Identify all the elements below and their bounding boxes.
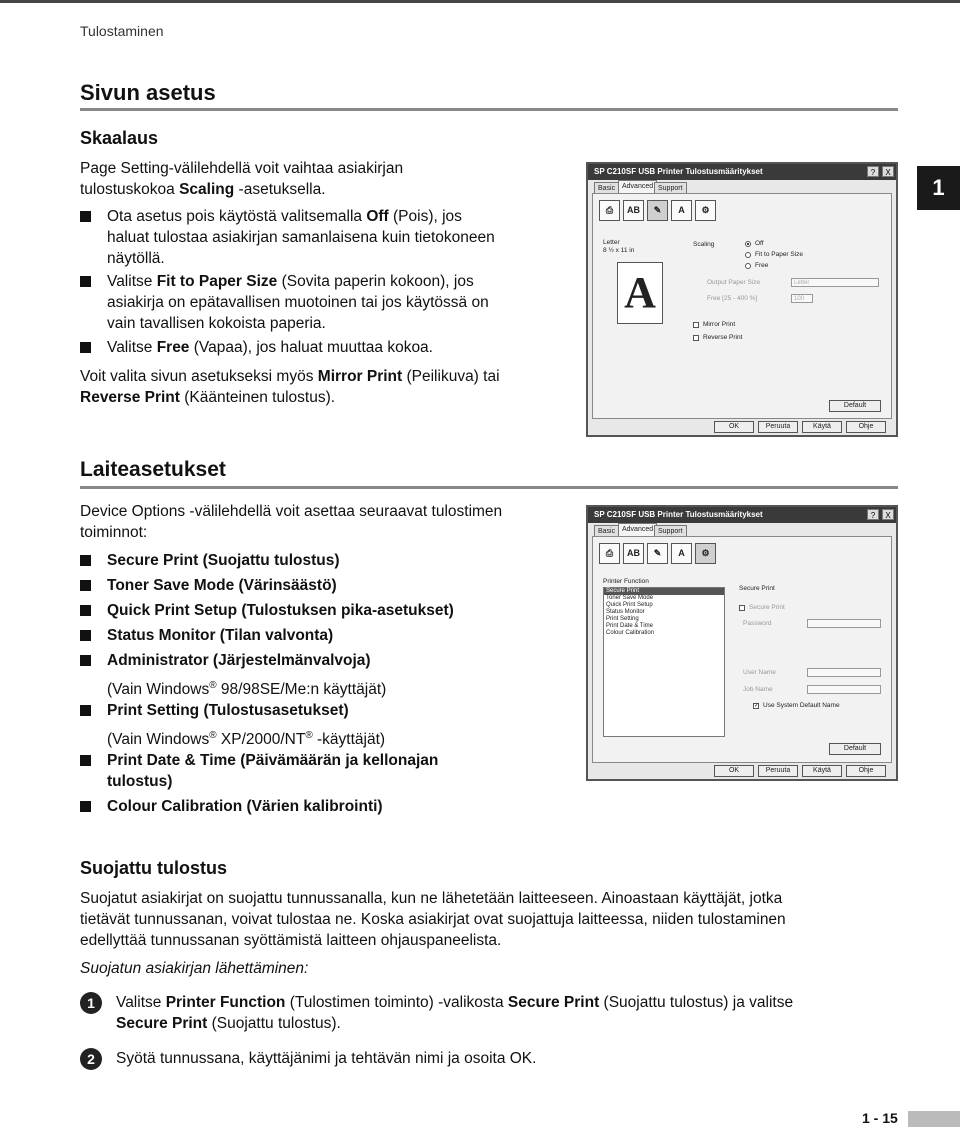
fit-to-paper-label: Fit to Paper Size xyxy=(755,251,804,258)
list-item[interactable]: Secure Print xyxy=(604,588,724,595)
ok-button[interactable]: OK xyxy=(714,421,754,433)
mirror-print-label: Mirror Print xyxy=(703,321,736,328)
device-options-icon[interactable]: ⚙ xyxy=(695,543,716,564)
advanced-panel xyxy=(592,536,892,763)
print-setting-note: (Vain Windows® XP/2000/NT® -käyttäjät) xyxy=(107,730,386,749)
page-number: 1 - 15 xyxy=(862,1110,898,1126)
page-setting-icon[interactable]: ✎ xyxy=(647,200,668,221)
mirror-print-checkbox[interactable] xyxy=(693,322,699,328)
reverse-print-label: Reverse Print xyxy=(703,334,743,341)
job-name-field[interactable] xyxy=(807,685,881,694)
use-default-name-checkbox[interactable]: ✓ xyxy=(754,703,760,709)
output-paper-select[interactable]: Letter xyxy=(791,278,879,287)
tab-basic[interactable]: Basic xyxy=(594,182,619,193)
bullet-square-icon xyxy=(80,555,91,566)
administrator-note: (Vain Windows® 98/98SE/Me:n käyttäjät) xyxy=(107,680,387,699)
list-item[interactable]: Print Setting xyxy=(606,616,639,622)
apply-button[interactable]: Käytä xyxy=(802,421,842,433)
item-toner-save: Toner Save Mode (Värinsäästö) xyxy=(80,575,337,596)
list-item[interactable]: Print Date & Time xyxy=(606,623,654,629)
secure-print-checkbox-label: Secure Print xyxy=(749,604,785,611)
preview-glyph: A xyxy=(624,268,656,317)
procedure-heading: Suojatun asiakirjan lähettäminen: xyxy=(80,960,309,977)
top-rule xyxy=(0,0,960,3)
password-label: Password xyxy=(743,620,772,627)
dialog-titlebar: SP C210SF USB Printer Tulostusmääritykset xyxy=(588,507,896,523)
device-options-intro: Device Options -välilehdellä voit asettaa seuraavat tulostimen toiminnot: xyxy=(80,503,503,541)
dialog-titlebar: SP C210SF USB Printer Tulostusmääritykset xyxy=(588,164,896,180)
bullet-square-icon xyxy=(80,655,91,666)
font-icon[interactable]: AB xyxy=(623,200,644,221)
user-name-label: User Name xyxy=(743,669,776,676)
user-name-field[interactable] xyxy=(807,668,881,677)
section-title-sivun-asetus: Sivun asetus xyxy=(80,80,216,105)
bullet-square-icon xyxy=(80,211,91,222)
printer-function-list[interactable] xyxy=(603,587,725,737)
close-icon[interactable]: X xyxy=(882,166,894,177)
font-icon[interactable]: AB xyxy=(623,543,644,564)
subsection-title-skaalaus: Skaalaus xyxy=(80,128,159,148)
watermark-icon[interactable]: A xyxy=(671,200,692,221)
bullet-fit-to-paper: Valitse Fit to Paper Size (Sovita paperin kokoon), jos asiakirja on epätavallisen muotoinen tai jos käytössä on vain tavallisen kokoista paperia. xyxy=(80,271,489,334)
advanced-panel xyxy=(592,193,892,419)
item-colour-calibration: Colour Calibration (Värien kalibrointi) xyxy=(80,796,383,817)
tab-support[interactable]: Support xyxy=(654,182,687,193)
running-header: Tulostaminen xyxy=(80,23,164,39)
free-percent-label: Free [25 - 400 %] xyxy=(707,295,758,302)
list-item[interactable]: Colour Calibration xyxy=(606,630,655,636)
secure-print-paragraph: Suojatut asiakirjat on suojattu tunnussanalla, kun ne lähetetään laitteeseen. Ainoastaan käyttäjät, jotka tietävät tunnussanan, voivat tulostaa ne. Koska asiakirjat ovat suojattuja laitteessa, niiden tulostaminen edellyttää tunnussanan syöttämistä laitteen ohjauspaneelista. xyxy=(80,890,786,949)
tab-advanced[interactable]: Advanced xyxy=(618,180,657,193)
paper-size-label: Letter xyxy=(603,239,620,246)
scaling-label: Scaling xyxy=(693,241,715,248)
tab-advanced[interactable]: Advanced xyxy=(618,523,657,536)
bullet-square-icon xyxy=(80,705,91,716)
item-quick-print: Quick Print Setup (Tulostuksen pika-asetukset) xyxy=(80,600,454,621)
bullet-off: Ota asetus pois käytöstä valitsemalla Off (Pois), jos haluat tulostaa asiakirjan samanlaisena kuin tietokoneen näytöllä. xyxy=(80,206,495,269)
scaling-off-radio[interactable] xyxy=(745,241,751,247)
tab-support[interactable]: Support xyxy=(654,525,687,536)
list-item[interactable]: Quick Print Setup xyxy=(606,602,653,608)
cancel-button[interactable]: Peruuta xyxy=(758,765,798,777)
step-1-text: Valitse Printer Function (Tulostimen toiminto) -valikosta Secure Print (Suojattu tulostus) ja valitse Secure Print (Suojattu tulostus). xyxy=(116,994,794,1032)
free-radio[interactable] xyxy=(745,263,751,269)
list-item[interactable]: Status Monitor xyxy=(606,609,645,615)
default-button[interactable]: Default xyxy=(829,400,881,412)
paper-preview xyxy=(617,262,663,324)
ok-button[interactable]: OK xyxy=(714,765,754,777)
subsection-title-suojattu-tulostus: Suojattu tulostus xyxy=(80,858,227,878)
job-name-label: Job Name xyxy=(743,686,773,693)
help-button[interactable]: Ohje xyxy=(846,765,886,777)
free-percent-input[interactable]: 100 xyxy=(791,294,813,303)
secure-print-heading: Secure Print xyxy=(739,585,775,592)
printer-function-label: Printer Function xyxy=(603,578,649,585)
mirror-reverse-paragraph: Voit valita sivun asetukseksi myös Mirror Print (Peilikuva) tai Reverse Print (Käänteinen tulostus). xyxy=(80,368,500,406)
intro-paragraph: Page Setting-välilehdellä voit vaihtaa asiakirjan tulostuskokoa Scaling -asetuksella. xyxy=(80,160,404,198)
chapter-tab: 1 xyxy=(917,166,960,210)
secure-print-checkbox[interactable] xyxy=(739,605,745,611)
bullet-square-icon xyxy=(80,630,91,641)
bullet-square-icon xyxy=(80,342,91,353)
step-number-2: 2 xyxy=(80,1048,102,1070)
help-button[interactable]: Ohje xyxy=(846,421,886,433)
bullet-square-icon xyxy=(80,755,91,766)
apply-button[interactable]: Käytä xyxy=(802,765,842,777)
default-button[interactable]: Default xyxy=(829,743,881,755)
item-secure-print: Secure Print (Suojattu tulostus) xyxy=(80,550,340,571)
section-rule xyxy=(80,486,898,489)
page-setting-icon[interactable]: ✎ xyxy=(647,543,668,564)
page-footer-bar xyxy=(908,1111,960,1127)
bullet-square-icon xyxy=(80,605,91,616)
list-item[interactable]: Toner Save Mode xyxy=(606,595,654,601)
device-options-dialog-screenshot xyxy=(586,505,898,781)
close-icon[interactable]: X xyxy=(882,509,894,520)
section-rule xyxy=(80,108,898,111)
free-label: Free xyxy=(755,262,769,269)
section-title-laiteasetukset: Laiteasetukset xyxy=(80,458,226,481)
output-paper-label: Output Paper Size xyxy=(707,279,761,286)
step-number-1: 1 xyxy=(80,992,102,1014)
bullet-square-icon xyxy=(80,801,91,812)
bullet-square-icon xyxy=(80,580,91,591)
item-status-monitor: Status Monitor (Tilan valvonta) xyxy=(80,625,333,646)
printer-icon[interactable]: ⎙ xyxy=(599,543,620,564)
scaling-off-label: Off xyxy=(755,240,764,247)
printer-icon[interactable]: ⎙ xyxy=(599,200,620,221)
help-title-button[interactable]: ? xyxy=(867,509,879,520)
watermark-icon[interactable]: A xyxy=(671,543,692,564)
use-default-name-label: Use System Default Name xyxy=(763,702,840,709)
item-administrator: Administrator (Järjestelmänvalvoja) xyxy=(80,650,371,671)
scaling-dialog-screenshot xyxy=(586,162,898,437)
device-options-icon[interactable]: ⚙ xyxy=(695,200,716,221)
cancel-button[interactable]: Peruuta xyxy=(758,421,798,433)
bullet-square-icon xyxy=(80,276,91,287)
item-print-setting: Print Setting (Tulostusasetukset) xyxy=(80,700,349,721)
reverse-print-checkbox[interactable] xyxy=(693,335,699,341)
bullet-free: Valitse Free (Vapaa), jos haluat muuttaa kokoa. xyxy=(80,337,433,358)
help-title-button[interactable]: ? xyxy=(867,166,879,177)
fit-to-paper-radio[interactable] xyxy=(745,252,751,258)
step-2-text: Syötä tunnussana, käyttäjänimi ja tehtävän nimi ja osoita OK. xyxy=(116,1050,537,1067)
tab-basic[interactable]: Basic xyxy=(594,525,619,536)
password-field[interactable] xyxy=(807,619,881,628)
paper-dimension-label: 8 ½ x 11 in xyxy=(603,247,635,254)
item-print-date-time: Print Date & Time (Päivämäärän ja kellonajan tulostus) xyxy=(80,750,438,792)
